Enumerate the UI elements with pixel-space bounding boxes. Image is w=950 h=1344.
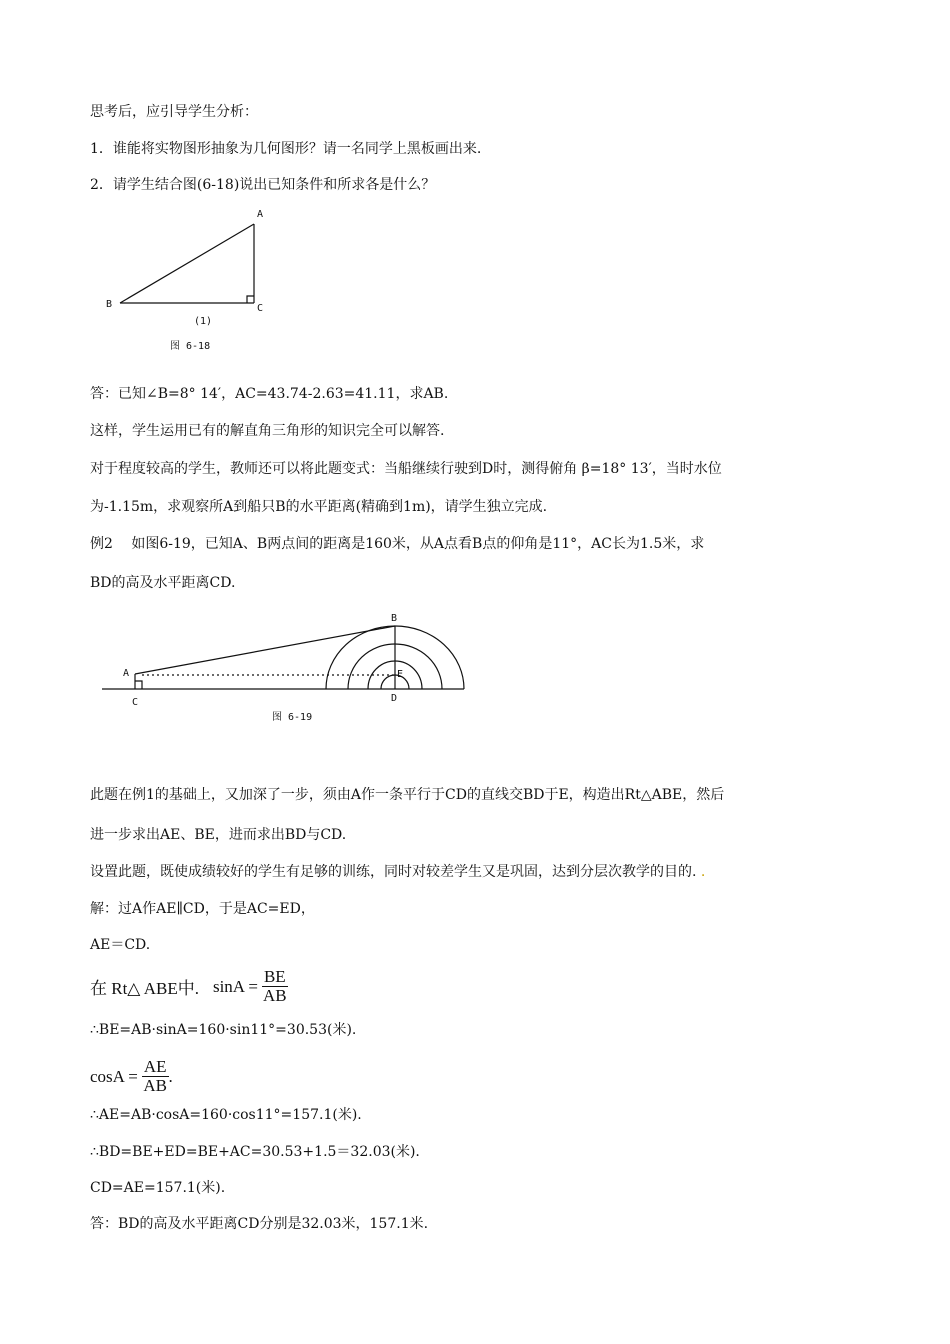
text-line: 对于程度较高的学生，教师还可以将此题变式：当船继续行驶到D时，测得俯角 β=18° 13′，当时水位 xyxy=(90,461,722,477)
figure-caption: 图 6-19 xyxy=(272,712,313,723)
label-b: B xyxy=(391,613,398,624)
fraction-denominator: AB xyxy=(263,986,287,1005)
text-line: 解：过A作AE∥CD，于是AC=ED， xyxy=(90,901,315,917)
sin-formula xyxy=(90,968,288,1005)
text-line: 为-1.15m，求观察所A到船只B的水平距离(精确到1m)，请学生独立完成. xyxy=(90,499,548,515)
formula-lhs: sinA = xyxy=(212,976,258,996)
text-line: 例2 如图6-19，已知A、B两点间的距离是160米，从A点看B点的仰角是11°，AC长为1.5米，求 xyxy=(90,536,705,552)
text-line: 这样，学生运用已有的解直角三角形的知识完全可以解答. xyxy=(90,423,445,439)
figure-caption: 图 6-18 xyxy=(170,341,211,352)
label-a: A xyxy=(123,668,130,679)
label-a: A xyxy=(257,209,264,220)
text-content: 设置此题，既使成绩较好的学生有足够的训练，同时对较差学生又是巩固，达到分层次教学的目的. xyxy=(90,864,697,880)
label-b: B xyxy=(106,299,113,310)
text-line: BD的高及水平距离CD. xyxy=(90,575,236,591)
right-angle-mark xyxy=(135,681,142,689)
segment-ab xyxy=(135,626,395,674)
triangle-side-ab xyxy=(120,224,254,303)
label-d: D xyxy=(391,693,398,704)
label-c: C xyxy=(257,303,264,314)
text-line: CD=AE=157.1(米). xyxy=(90,1180,226,1196)
text-line: AE＝CD. xyxy=(90,937,151,953)
figure-6-19 xyxy=(100,605,480,730)
fraction-numerator: AE xyxy=(143,1057,167,1076)
text-line: 答：已知∠B=8° 14′，AC=43.74-2.63=41.11，求AB. xyxy=(90,386,449,402)
formula-prefix: 在 Rt△ ABE中. xyxy=(90,979,199,998)
text-line: ∴BD=BE+ED=BE+AC=30.53+1.5＝32.03(米). xyxy=(90,1144,420,1160)
text-line: 此题在例1的基础上，又加深了一步，须由A作一条平行于CD的直线交BD于E，构造出Rt△ABE，然后 xyxy=(90,787,725,803)
fraction-denominator: AB xyxy=(143,1076,167,1095)
text-line xyxy=(90,862,705,882)
text-line: 1．谁能将实物图形抽象为几何图形？请一名同学上黑板画出来. xyxy=(90,141,482,157)
right-angle-mark xyxy=(247,296,254,303)
figure-6-18 xyxy=(90,200,290,360)
formula-end: . xyxy=(168,1066,173,1086)
cos-formula xyxy=(90,1058,173,1095)
text-line: 2．请学生结合图(6-18)说出已知条件和所求各是什么？ xyxy=(90,177,436,193)
text-line: 进一步求出AE、BE，进而求出BD与CD. xyxy=(90,827,347,843)
text-line: ∴AE=AB·cosA=160·cos11°=157.1(米). xyxy=(90,1107,362,1123)
fraction-numerator: BE xyxy=(263,967,286,986)
sin-fraction xyxy=(262,968,288,1005)
mark-dot: . xyxy=(696,864,706,880)
sub-label: (1) xyxy=(194,316,213,327)
formula-lhs: cosA = xyxy=(90,1066,138,1086)
text-line: ∴BE=AB·sinA=160·sin11°=30.53(米). xyxy=(90,1022,357,1038)
cos-fraction xyxy=(142,1058,169,1095)
label-c: C xyxy=(132,697,139,708)
text-line: 思考后，应引导学生分析： xyxy=(90,104,258,120)
label-e: E xyxy=(397,669,404,680)
text-line: 答：BD的高及水平距离CD分别是32.03米，157.1米. xyxy=(90,1216,429,1232)
